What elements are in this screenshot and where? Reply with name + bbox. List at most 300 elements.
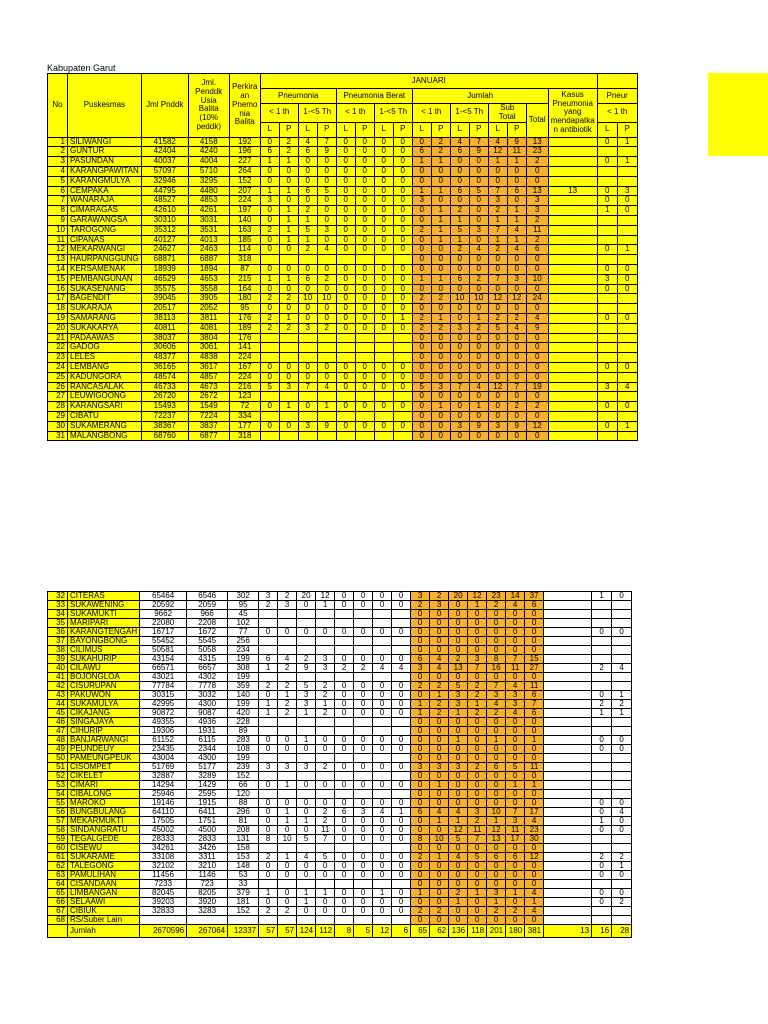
jumlah-cell: 0: [450, 304, 469, 314]
table-cell: 44795: [141, 186, 188, 196]
jumlah-cell: 7: [507, 382, 526, 392]
jumlah-cell: 2: [507, 313, 526, 323]
table-cell: [597, 294, 617, 304]
table-cell: 2: [298, 206, 317, 216]
jumlah-cell: 0: [412, 215, 431, 225]
table-cell: 2: [612, 853, 632, 862]
table-cell: 3: [278, 601, 297, 610]
row-number: 8: [48, 206, 68, 216]
table-cell: [297, 646, 316, 655]
table-cell: [544, 709, 592, 718]
table-cell: [259, 790, 278, 799]
table-cell: 0: [336, 186, 355, 196]
table-row: [48, 727, 632, 736]
table-cell: [617, 215, 637, 225]
jumlah-cell: 0: [449, 745, 468, 754]
table-cell: 4838: [188, 353, 229, 363]
table-cell: 4300: [187, 754, 228, 763]
table-cell: 2463: [188, 245, 229, 255]
table-row: [48, 157, 638, 167]
jumlah-cell: 0: [525, 745, 544, 754]
table-cell: 0: [297, 799, 316, 808]
table-cell: 26720: [141, 392, 188, 402]
jumlah-cell: 0: [412, 255, 431, 265]
table-cell: 0: [374, 206, 393, 216]
puskesmas-name: SUKAWENING: [68, 601, 140, 610]
jumlah-cell: 0: [525, 790, 544, 799]
jumlah-cell: 0: [430, 727, 449, 736]
puskesmas-name: SUKAKARYA: [68, 323, 142, 333]
table-cell: 66: [228, 781, 259, 790]
table-cell: 1751: [187, 817, 228, 826]
jumlah-cell: 0: [525, 772, 544, 781]
table-cell: 0: [355, 147, 374, 157]
table-cell: 0: [336, 264, 355, 274]
table-cell: 0: [373, 817, 392, 826]
row-number: 2: [48, 147, 68, 157]
jumlah-cell: 15: [525, 655, 544, 664]
table-cell: 1: [617, 245, 637, 255]
jumlah-cell: 0: [468, 646, 487, 655]
table-cell: 72: [229, 402, 260, 412]
jumlah-cell: 0: [507, 284, 526, 294]
table-cell: [544, 592, 592, 601]
table-cell: 1: [260, 186, 279, 196]
table-cell: 87: [229, 264, 260, 274]
jumlah-cell: 0: [449, 637, 468, 646]
jumlah-cell: 0: [431, 166, 450, 176]
table-cell: [612, 916, 632, 925]
jumlah-cell: 0: [506, 619, 525, 628]
table-cell: [373, 790, 392, 799]
table-cell: 1: [279, 157, 298, 167]
jumlah-cell: 2: [411, 853, 430, 862]
jumlah-cell: 0: [487, 862, 506, 871]
table-cell: 1: [259, 700, 278, 709]
table-cell: [597, 411, 617, 421]
table-cell: 4081: [188, 323, 229, 333]
table-cell: 1: [298, 235, 317, 245]
table-cell: 0: [373, 745, 392, 754]
table-cell: 0: [597, 186, 617, 196]
jumlah-cell: 0: [506, 673, 525, 682]
table-cell: [354, 718, 373, 727]
jumlah-cell: 6: [525, 709, 544, 718]
table-cell: 1: [316, 889, 335, 898]
row-number: 41: [48, 673, 68, 682]
table-cell: 0: [260, 206, 279, 216]
row-number: 68: [48, 916, 68, 925]
table-cell: 723: [187, 880, 228, 889]
jumlah-cell: 0: [430, 628, 449, 637]
puskesmas-name: SUKAHURIP: [68, 655, 140, 664]
table-cell: 0: [597, 137, 617, 147]
table-cell: 0: [393, 245, 412, 255]
jumlah-cell: 0: [411, 736, 430, 745]
table-cell: [354, 844, 373, 853]
table-cell: 0: [336, 284, 355, 294]
table-cell: 0: [393, 382, 412, 392]
table-cell: 0: [592, 799, 612, 808]
table-cell: 0: [354, 781, 373, 790]
table-cell: 0: [392, 871, 411, 880]
jumlah-cell: 0: [450, 392, 469, 402]
jumlah-cell: 2: [430, 682, 449, 691]
table-cell: 0: [317, 215, 336, 225]
jumlah-cell: 2: [430, 700, 449, 709]
jumlah-cell: 1: [412, 186, 431, 196]
total-cell: 112: [316, 925, 335, 938]
table-cell: [297, 916, 316, 925]
table-cell: 0: [374, 176, 393, 186]
table-cell: 0: [617, 284, 637, 294]
table-row: [48, 871, 632, 880]
table-cell: 0: [354, 745, 373, 754]
table-cell: [544, 601, 592, 610]
jumlah-cell: 0: [488, 353, 507, 363]
jumlah-cell: 0: [411, 673, 430, 682]
table-cell: 40037: [141, 157, 188, 167]
table-row: [48, 772, 632, 781]
header-p: P: [393, 122, 412, 137]
row-number: 55: [48, 799, 68, 808]
table-cell: [612, 601, 632, 610]
table-cell: [354, 646, 373, 655]
table-row: [48, 264, 638, 274]
jumlah-cell: 0: [431, 333, 450, 343]
jumlah-cell: 0: [431, 353, 450, 363]
table-cell: [617, 176, 637, 186]
jumlah-cell: 5: [506, 763, 525, 772]
jumlah-cell: 2: [506, 907, 525, 916]
table-cell: [373, 673, 392, 682]
table-cell: 0: [298, 264, 317, 274]
jumlah-cell: 2: [468, 691, 487, 700]
table-cell: 1146: [187, 871, 228, 880]
table-cell: 0: [392, 781, 411, 790]
table-cell: [617, 372, 637, 382]
table-cell: 1: [617, 421, 637, 431]
table-cell: 0: [592, 691, 612, 700]
jumlah-cell: 17: [506, 835, 525, 844]
table-row: [48, 313, 638, 323]
table-cell: 0: [374, 284, 393, 294]
jumlah-cell: 8: [411, 835, 430, 844]
table-cell: 0: [612, 736, 632, 745]
table-cell: 4936: [187, 718, 228, 727]
table-cell: [393, 411, 412, 421]
row-number: 56: [48, 808, 68, 817]
table-cell: 0: [259, 862, 278, 871]
table-cell: 32946: [141, 176, 188, 186]
jumlah-cell: 2: [468, 682, 487, 691]
total-cell: [48, 925, 68, 938]
table-row: [48, 610, 632, 619]
puskesmas-name: BANJARWANGI: [68, 736, 140, 745]
jumlah-cell: 4: [469, 245, 488, 255]
jumlah-cell: 0: [430, 790, 449, 799]
jumlah-cell: 4: [430, 664, 449, 673]
table-cell: 0: [374, 313, 393, 323]
puskesmas-name: CITERAS: [68, 592, 140, 601]
jumlah-cell: 0: [412, 176, 431, 186]
table-cell: [548, 274, 597, 284]
header-lt5-c: 1-<5 Th: [450, 104, 488, 123]
table-cell: [374, 392, 393, 402]
jumlah-cell: 0: [450, 411, 469, 421]
puskesmas-name: CILAWU: [68, 664, 140, 673]
table-cell: [278, 718, 297, 727]
table-cell: [260, 333, 279, 343]
table-cell: 0: [335, 871, 354, 880]
jumlah-cell: 1: [525, 898, 544, 907]
table-cell: 5: [316, 853, 335, 862]
table-cell: 3: [297, 691, 316, 700]
table-cell: 192: [229, 137, 260, 147]
row-number: 34: [48, 610, 68, 619]
table-cell: 0: [392, 799, 411, 808]
table-cell: [297, 727, 316, 736]
row-number: 10: [48, 225, 68, 235]
table-cell: 16717: [140, 628, 187, 637]
jumlah-cell: 13: [526, 186, 548, 196]
table-cell: 0: [612, 871, 632, 880]
table-cell: [278, 610, 297, 619]
table-cell: 0: [297, 871, 316, 880]
jumlah-cell: 9: [507, 137, 526, 147]
table-cell: 3: [316, 655, 335, 664]
table-cell: [548, 294, 597, 304]
jumlah-cell: 0: [449, 619, 468, 628]
table-cell: 9: [317, 421, 336, 431]
jumlah-cell: 1: [431, 157, 450, 167]
table-cell: 0: [260, 304, 279, 314]
table-cell: 0: [374, 323, 393, 333]
table-cell: 0: [279, 372, 298, 382]
puskesmas-name: PEUNDEUY: [68, 745, 140, 754]
table-cell: 152: [229, 176, 260, 186]
jumlah-cell: 0: [507, 343, 526, 353]
table-cell: [548, 382, 597, 392]
jumlah-cell: 13: [487, 835, 506, 844]
header-pneu-next: Pneur: [597, 89, 637, 104]
jumlah-cell: 0: [411, 610, 430, 619]
table-cell: 0: [278, 745, 297, 754]
jumlah-cell: 2: [449, 889, 468, 898]
table-cell: 0: [278, 871, 297, 880]
table-cell: 1: [279, 215, 298, 225]
table-cell: [392, 610, 411, 619]
table-cell: 0: [392, 709, 411, 718]
table-cell: 0: [373, 592, 392, 601]
jumlah-cell: 0: [450, 402, 469, 412]
jumlah-cell: 5: [449, 682, 468, 691]
jumlah-cell: 1: [468, 889, 487, 898]
table-cell: 81: [228, 817, 259, 826]
jumlah-cell: 11: [468, 826, 487, 835]
total-cell: 12337: [228, 925, 259, 938]
table-cell: 0: [336, 215, 355, 225]
jumlah-cell: 1: [507, 215, 526, 225]
total-cell: 62: [430, 925, 449, 938]
table-cell: 8: [259, 835, 278, 844]
puskesmas-name: HAURPANGGUNG: [68, 255, 142, 265]
jumlah-cell: 0: [469, 235, 488, 245]
jumlah-cell: 0: [487, 772, 506, 781]
jumlah-cell: 0: [506, 736, 525, 745]
table-cell: 0: [373, 862, 392, 871]
header-jml-pnddk: Jml Pnddk: [141, 74, 188, 138]
table-cell: 3: [279, 382, 298, 392]
puskesmas-name: SINDANGRATU: [68, 826, 140, 835]
table-cell: 4: [298, 137, 317, 147]
jumlah-cell: 0: [450, 372, 469, 382]
table-cell: 0: [355, 294, 374, 304]
header-lt1-a: < 1 th: [260, 104, 298, 123]
jumlah-cell: 0: [487, 754, 506, 763]
jumlah-cell: 0: [507, 333, 526, 343]
row-number: 29: [48, 411, 68, 421]
table-cell: [544, 727, 592, 736]
table-cell: 77784: [140, 682, 187, 691]
table-cell: [392, 844, 411, 853]
table-row: [48, 601, 632, 610]
table-cell: [336, 431, 355, 441]
jumlah-cell: 2: [449, 655, 468, 664]
table-cell: 2: [278, 664, 297, 673]
table-cell: 0: [354, 826, 373, 835]
table-cell: 2: [278, 700, 297, 709]
table-cell: [597, 215, 617, 225]
data-table-bottom: [47, 591, 632, 938]
jumlah-cell: 14: [506, 592, 525, 601]
table-cell: 0: [298, 166, 317, 176]
table-cell: [544, 772, 592, 781]
table-cell: 0: [374, 225, 393, 235]
table-cell: 0: [392, 655, 411, 664]
table-cell: [597, 343, 617, 353]
puskesmas-name: PASUNDAN: [68, 157, 142, 167]
table-cell: 1672: [187, 628, 228, 637]
jumlah-cell: 1: [411, 709, 430, 718]
table-cell: 0: [336, 362, 355, 372]
jumlah-cell: 4: [525, 817, 544, 826]
table-cell: 227: [229, 157, 260, 167]
jumlah-cell: 3: [450, 421, 469, 431]
jumlah-cell: 0: [450, 196, 469, 206]
table-row: [48, 411, 638, 421]
table-cell: [592, 907, 612, 916]
jumlah-cell: 0: [507, 264, 526, 274]
jumlah-cell: 0: [412, 353, 431, 363]
table-cell: 45: [228, 610, 259, 619]
table-cell: [612, 646, 632, 655]
jumlah-cell: 6: [411, 808, 430, 817]
table-cell: 0: [355, 402, 374, 412]
jumlah-cell: 0: [430, 745, 449, 754]
jumlah-cell: 2: [431, 137, 450, 147]
table-cell: [617, 343, 637, 353]
jumlah-cell: 20: [449, 592, 468, 601]
table-cell: 1: [317, 402, 336, 412]
table-cell: 0: [260, 235, 279, 245]
table-cell: 224: [229, 372, 260, 382]
table-cell: 15493: [141, 402, 188, 412]
total-cell: 267064: [187, 925, 228, 938]
puskesmas-name: TEGALGEDE: [68, 835, 140, 844]
row-number: 61: [48, 853, 68, 862]
table-cell: [297, 718, 316, 727]
table-cell: 66571: [140, 664, 187, 673]
table-row: [48, 817, 632, 826]
table-cell: 18939: [141, 264, 188, 274]
table-cell: [617, 235, 637, 245]
jumlah-cell: 2: [411, 601, 430, 610]
table-cell: 0: [259, 736, 278, 745]
table-cell: 0: [279, 264, 298, 274]
jumlah-cell: 2: [430, 907, 449, 916]
table-cell: 0: [597, 313, 617, 323]
jumlah-cell: 0: [468, 916, 487, 925]
table-cell: 0: [336, 245, 355, 255]
table-cell: 0: [392, 907, 411, 916]
table-cell: 0: [393, 137, 412, 147]
table-cell: 2: [279, 137, 298, 147]
jumlah-cell: 0: [487, 673, 506, 682]
table-cell: 3: [278, 763, 297, 772]
table-cell: [316, 637, 335, 646]
table-cell: 0: [617, 196, 637, 206]
table-row: [48, 353, 638, 363]
table-cell: [278, 727, 297, 736]
table-row: [48, 655, 632, 664]
jumlah-cell: 0: [411, 637, 430, 646]
jumlah-cell: 2: [468, 817, 487, 826]
table-cell: [297, 880, 316, 889]
header-lt5-b: 1-<5 Th: [374, 104, 412, 123]
jumlah-cell: 7: [506, 808, 525, 817]
table-cell: 4480: [188, 186, 229, 196]
jumlah-cell: 0: [430, 880, 449, 889]
table-cell: [544, 907, 592, 916]
jumlah-cell: 0: [430, 871, 449, 880]
jumlah-cell: 0: [469, 215, 488, 225]
table-cell: [354, 619, 373, 628]
table-cell: 0: [259, 691, 278, 700]
puskesmas-name: KARANGMULYA: [68, 176, 142, 186]
table-cell: 0: [373, 907, 392, 916]
jumlah-cell: 0: [506, 898, 525, 907]
table-cell: 0: [373, 655, 392, 664]
table-cell: 32833: [140, 907, 187, 916]
table-cell: [355, 255, 374, 265]
jumlah-cell: 12: [488, 147, 507, 157]
table-cell: 0: [336, 196, 355, 206]
table-cell: 0: [354, 907, 373, 916]
table-cell: 234: [228, 646, 259, 655]
table-cell: 0: [260, 176, 279, 186]
table-cell: 1: [612, 862, 632, 871]
table-cell: [228, 916, 259, 925]
table-cell: [279, 431, 298, 441]
table-cell: 0: [336, 304, 355, 314]
table-cell: [317, 392, 336, 402]
table-cell: [544, 826, 592, 835]
jumlah-cell: 0: [469, 343, 488, 353]
jumlah-cell: 0: [506, 772, 525, 781]
table-cell: 0: [354, 835, 373, 844]
table-cell: 6: [260, 147, 279, 157]
